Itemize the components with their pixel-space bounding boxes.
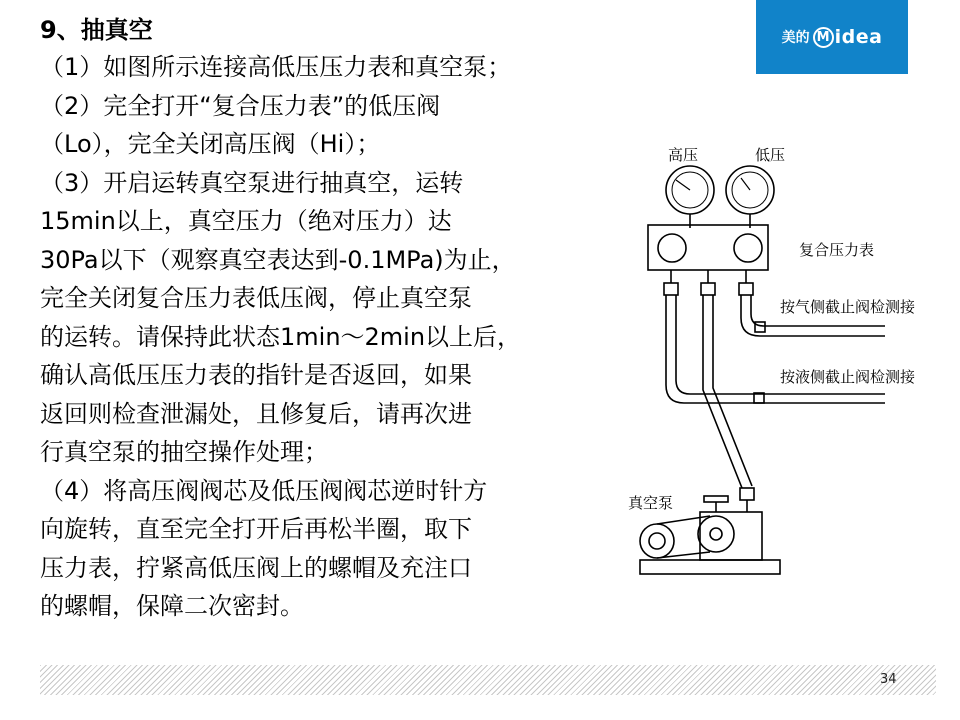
text-line: 确认高低压压力表的指针是否返回，如果: [40, 361, 472, 389]
slide-title: 9、抽真空: [40, 16, 153, 44]
gas-port-label: 按气侧截止阀检测接: [780, 298, 916, 316]
text-line: （1）如图所示连接高低压压力表和真空泵；: [40, 53, 512, 81]
page-number: 34: [880, 672, 897, 687]
logo-en-text: idea: [834, 26, 883, 48]
high-valve-knob: [658, 234, 686, 262]
logo-cn-text: 美的: [781, 30, 810, 46]
text-line: 向旋转，直至完全打开后再松半圈，取下: [40, 515, 472, 543]
high-pressure-label: 高压: [668, 146, 699, 164]
text-line: 完全关闭复合压力表低压阀，停止真空泵: [40, 284, 472, 312]
manifold-body: [648, 225, 768, 270]
text-line: （4）将高压阀阀芯及低压阀阀芯逆时针方: [40, 476, 488, 505]
text-line: （Lo），完全关闭高压阀（Hi）；: [40, 130, 381, 158]
text-line: 15min以上，真空压力（绝对压力）达: [40, 207, 452, 235]
text-line: 行真空泵的抽空操作处理；: [40, 438, 328, 466]
pump-pulley: [640, 524, 674, 558]
low-valve-knob: [734, 234, 762, 262]
logo-mark: M: [813, 27, 834, 48]
text-line: （2）完全打开“复合压力表”的低压阀: [40, 91, 441, 120]
text-line: 30Pa以下（观察真空表达到-0.1MPa)为止，: [40, 245, 516, 274]
footer-band: [40, 665, 936, 695]
pump-base: [640, 560, 780, 574]
text-line: 的螺帽，保障二次密封。: [40, 592, 304, 620]
liquid-port-label: 按液侧截止阀检测接: [780, 368, 916, 386]
midea-logo: [756, 0, 908, 74]
low-pressure-label: 低压: [755, 146, 786, 164]
text-line: （3）开启运转真空泵进行抽真空，运转: [40, 168, 464, 197]
text-line: 返回则检查泄漏处，且修复后，请再次进: [40, 399, 472, 428]
content-text: [40, 12, 620, 626]
pump-label: 真空泵: [628, 494, 674, 512]
gauge-label: 复合压力表: [799, 241, 875, 259]
text-line: 压力表，拧紧高低压阀上的螺帽及充注口: [40, 553, 472, 582]
vacuum-diagram: [620, 130, 950, 590]
text-line: 的运转。请保持此状态1min～2min以上后，: [40, 322, 522, 351]
